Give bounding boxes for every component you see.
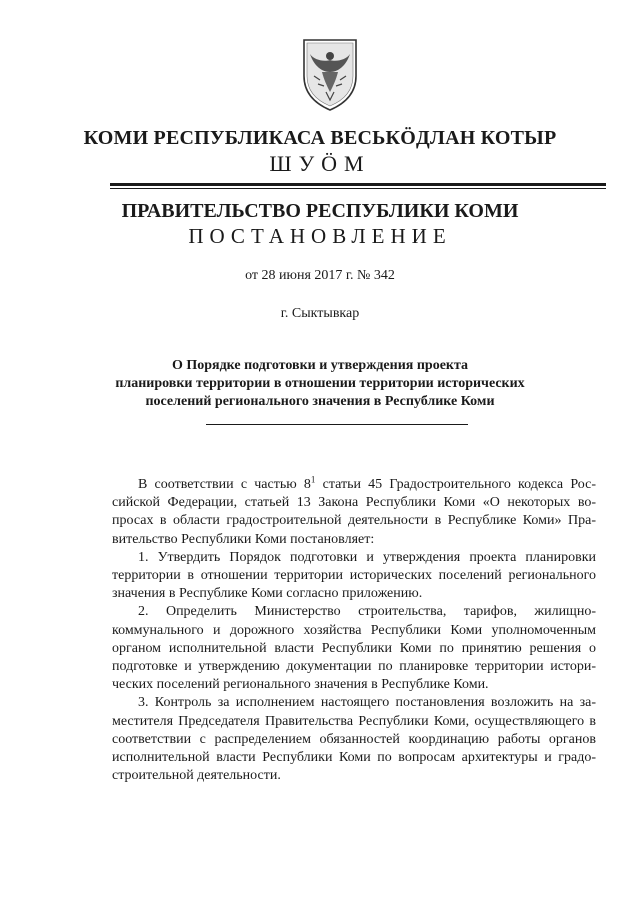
komi-coat-of-arms-icon xyxy=(300,36,360,112)
body-intro-paragraph xyxy=(112,476,596,549)
document-type: ПОСТАНОВЛЕНИЕ xyxy=(188,224,452,248)
subject-line-2: планировки территории в отношении территории исторических xyxy=(115,376,525,391)
intro-text-b: статьи 45 Градостроительного кодекса Рос-сийской Федерации, статьей 13 Закона Республики Коми «О некоторых во-просах в области градостроительной деятельности в Республике Коми» Пра-вительство Республики Коми постановляет: xyxy=(112,477,596,547)
komi-doc-type: ШУӦМ xyxy=(269,151,371,176)
subject-underline xyxy=(206,424,468,425)
body-item-2: 2. Определить Министерство строительства, тарифов, жилищно-коммунального и дорожного хозяйства Республики Коми уполномоченным органом исполнительной власти Республики Коми по принятию решения о подготовке и утверждению документации по планировке территории истори-ческих поселений регионального значения в Республике Коми. xyxy=(112,604,596,693)
subject-line-3: поселений регионального значения в Республике Коми xyxy=(145,394,495,409)
intro-text-a: В соответствии с частью 8 xyxy=(138,477,311,492)
document-date-number: от 28 июня 2017 г. № 342 xyxy=(245,268,395,283)
header-divider-thick xyxy=(110,183,606,186)
body-item-3: 3. Контроль за исполнением настоящего постановления возложить на за-местителя Председателя Правительства Республики Коми, осуществляющего в соответствии с распределением обязанностей координацию работы органов исполнительной власти Республики Коми по вопросам архитектуры и градо-строительной деятельности. xyxy=(112,695,596,784)
government-title: ПРАВИТЕЛЬСТВО РЕСПУБЛИКИ КОМИ xyxy=(121,200,519,222)
body-item-1: 1. Утвердить Порядок подготовки и утверждения проекта планировки территории в отношении территории исторических поселений регионального значения в Республике Коми согласно приложению. xyxy=(112,549,596,602)
intro-superscript: 1 xyxy=(310,474,316,485)
subject-line-1: О Порядке подготовки и утверждения проекта xyxy=(171,358,469,373)
document-city: г. Сыктывкар xyxy=(280,306,360,321)
document-body xyxy=(112,476,596,785)
komi-org-title: КОМИ РЕСПУБЛИКАСА ВЕСЬКӦДЛАН КОТЫР xyxy=(83,127,557,149)
header-divider-thin xyxy=(110,188,606,189)
document-subject xyxy=(0,357,640,411)
